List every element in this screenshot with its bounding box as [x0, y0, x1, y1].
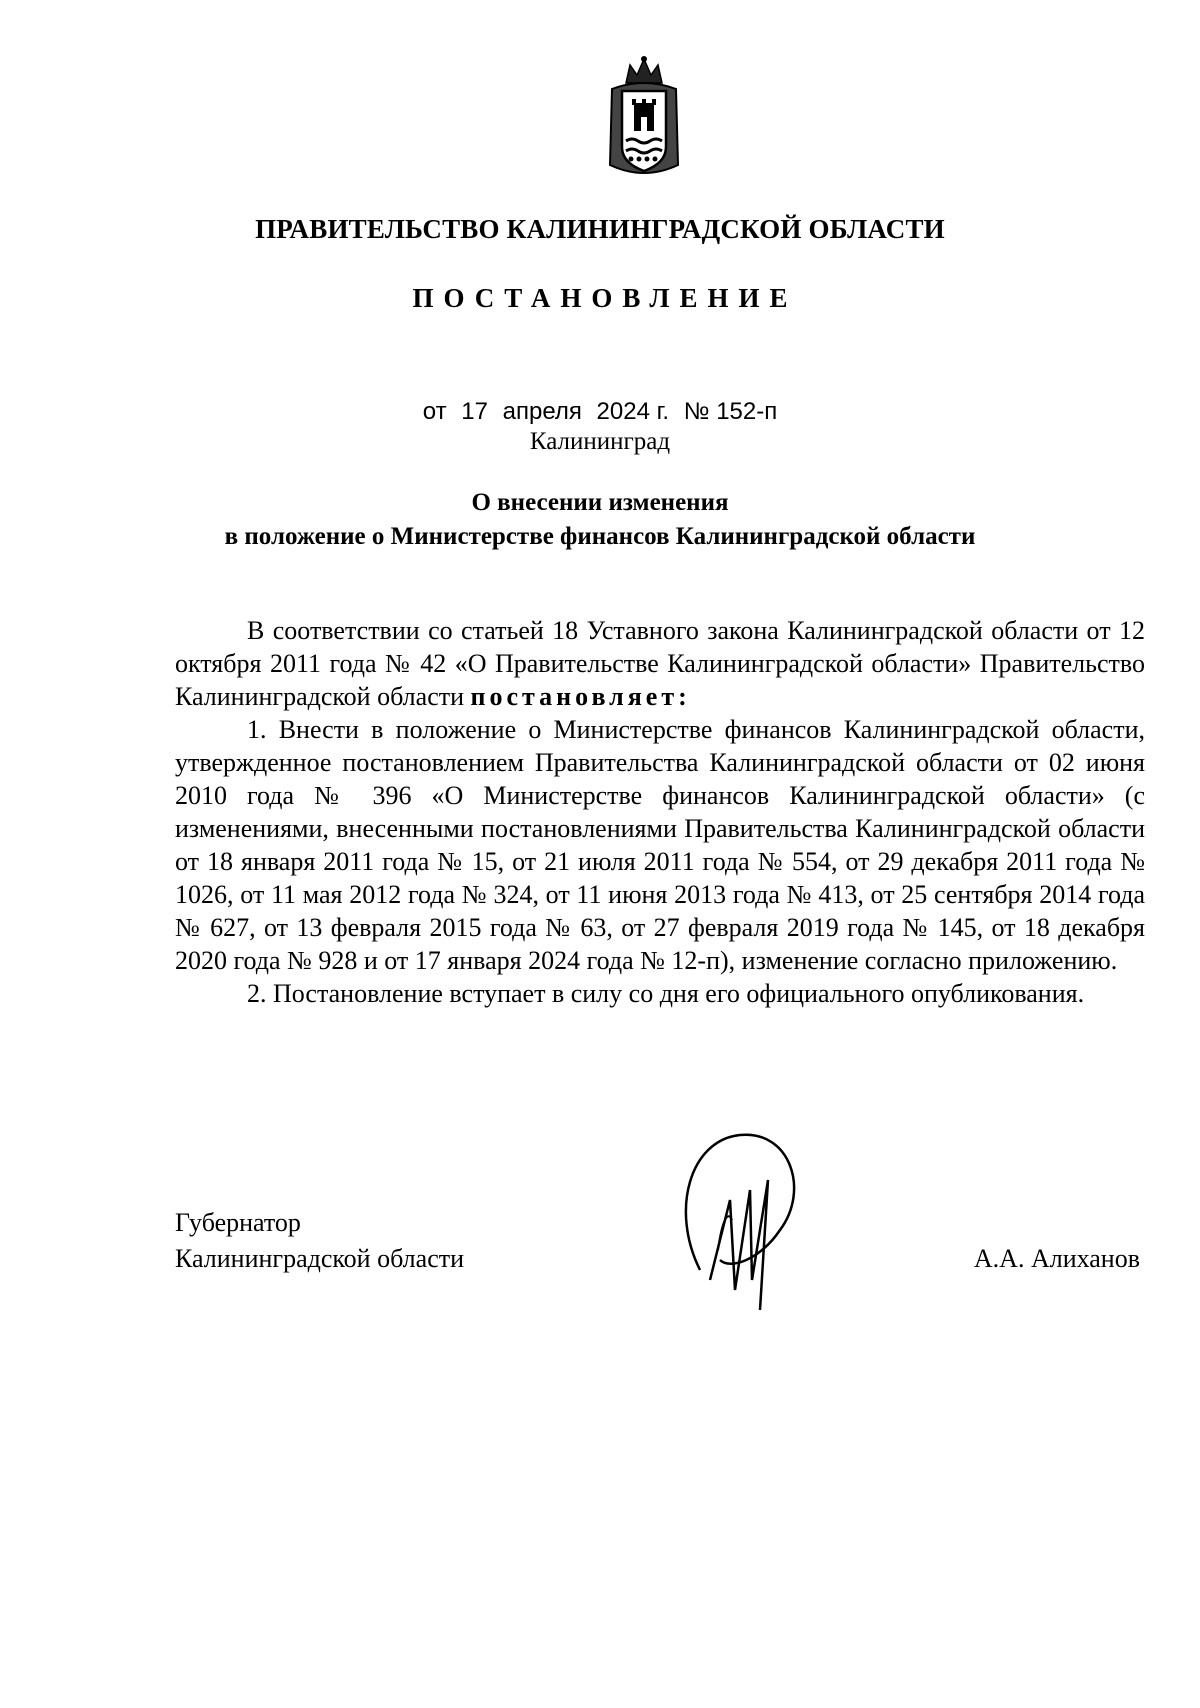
document-subject — [0, 486, 1200, 554]
organization-title: ПРАВИТЕЛЬСТВО КАЛИНИНГРАДСКОЙ ОБЛАСТИ — [255, 214, 945, 244]
preamble-text: В соответствии со статьей 18 Уставного закона Калининградской области от 12 октября 2011 года № 42 «О Правительстве Калининградской области» Правительство Калининградской области — [175, 616, 1145, 711]
city: Калининград — [529, 428, 671, 455]
item-2: 2. Постановление вступает в силу со дня его официального опубликования. — [247, 979, 1085, 1008]
signatory-position — [175, 1205, 464, 1277]
date-prefix: от — [422, 398, 447, 425]
date-day: 17 — [461, 398, 488, 425]
date-line — [0, 398, 1200, 426]
position-line-2: Калининградской области — [175, 1244, 465, 1273]
document-body — [175, 614, 1145, 1010]
date-year: 2024 г. — [596, 398, 670, 425]
subject-line-2: в положение о Министерстве финансов Калининградской области — [224, 523, 976, 550]
position-line-1: Губернатор — [175, 1208, 301, 1237]
preamble-paragraph — [175, 614, 1145, 713]
item-1: 1. Внести в положение о Министерстве финансов Калининградской области, утвержденное постановлением Правительства Калининградской области от 02 июня 2010 года № 396 «О Министерстве финансов Калининградской области» (с изменениями, внесенными постановлениями Правительства Калининградской области от 18 января 2011 года № 15, от 21 июля 2011 года № 554, от 29 декабря 2011 года № 1026, от 11 мая 2012 года № 324, от 11 июня 2013 года № 413, от 25 сентября 2014 года № 627, от 13 февраля 2015 года № 63, от 27 февраля 2019 года № 145, от 18 декабря 2020 года № 928 и от 17 января 2024 года № 12-п), изменение согласно приложению. — [175, 715, 1145, 975]
document-type: ПОСТАНОВЛЕНИЕ — [412, 283, 798, 313]
subject-line-1: О внесении изменения — [471, 489, 729, 516]
decree-word: постановляет: — [470, 682, 691, 711]
handwritten-signature — [660, 1120, 810, 1320]
date-month: апреля — [502, 398, 582, 425]
coat-of-arms-icon — [604, 55, 684, 180]
document-number: № 152-п — [683, 398, 778, 425]
signatory-name: А.А. Алиханов — [973, 1244, 1140, 1273]
